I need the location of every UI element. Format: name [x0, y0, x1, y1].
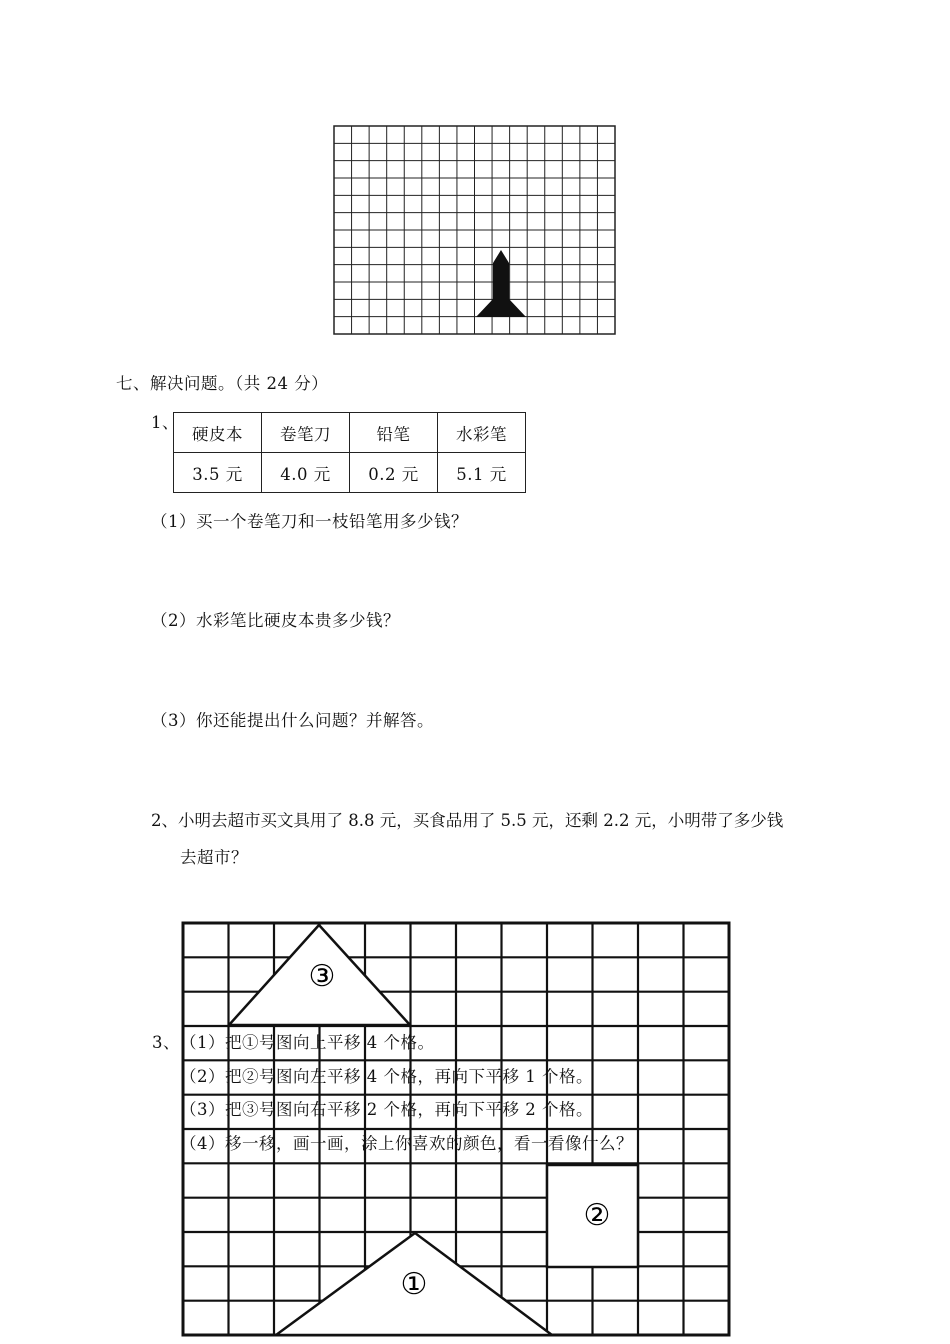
shape-3-label: ③ [308, 959, 336, 994]
instruction-4: （4）移一移，画一画，涂上你喜欢的颜色，看一看像什么？ [180, 1134, 633, 1153]
table-price-cell: 3.5 元 [174, 453, 262, 493]
question-1: （1）买一个卷笔刀和一枝铅笔用多少钱？ [151, 512, 468, 531]
table-header-cell: 铅笔 [350, 413, 438, 453]
question-2: （2）水彩笔比硬皮本贵多少钱？ [151, 611, 400, 630]
problem-1-number: 1、 [151, 413, 179, 432]
section-heading: 七、解决问题。（共 24 分） [116, 374, 329, 393]
table-price-cell: 4.0 元 [262, 453, 350, 493]
table-header-cell: 硬皮本 [174, 413, 262, 453]
instruction-1: （1）把①号图向上平移 4 个格。 [180, 1033, 435, 1052]
question-3: （3）你还能提出什么问题？并解答。 [151, 711, 434, 730]
problem-2-line-2: 去超市？ [180, 848, 248, 867]
table-price-cell: 0.2 元 [350, 453, 438, 493]
table-row [174, 453, 526, 493]
problem-3-number: 3、 [152, 1033, 180, 1052]
instruction-3: （3）把③号图向右平移 2 个格，再向下平移 2 个格。 [180, 1100, 593, 1119]
shape-2-label: ② [583, 1198, 611, 1233]
table-price-cell: 5.1 元 [438, 453, 526, 493]
instruction-2: （2）把②号图向左平移 4 个格，再向下平移 1 个格。 [180, 1067, 593, 1086]
price-table [173, 412, 526, 493]
problem-2-line-1: 2、小明去超市买文具用了 8.8 元，买食品用了 5.5 元，还剩 2.2 元，小明带了多少钱 [151, 811, 784, 830]
table-row [174, 413, 526, 453]
table-header-cell: 卷笔刀 [262, 413, 350, 453]
shape-1-label: ① [400, 1267, 428, 1302]
table-header-cell: 水彩笔 [438, 413, 526, 453]
